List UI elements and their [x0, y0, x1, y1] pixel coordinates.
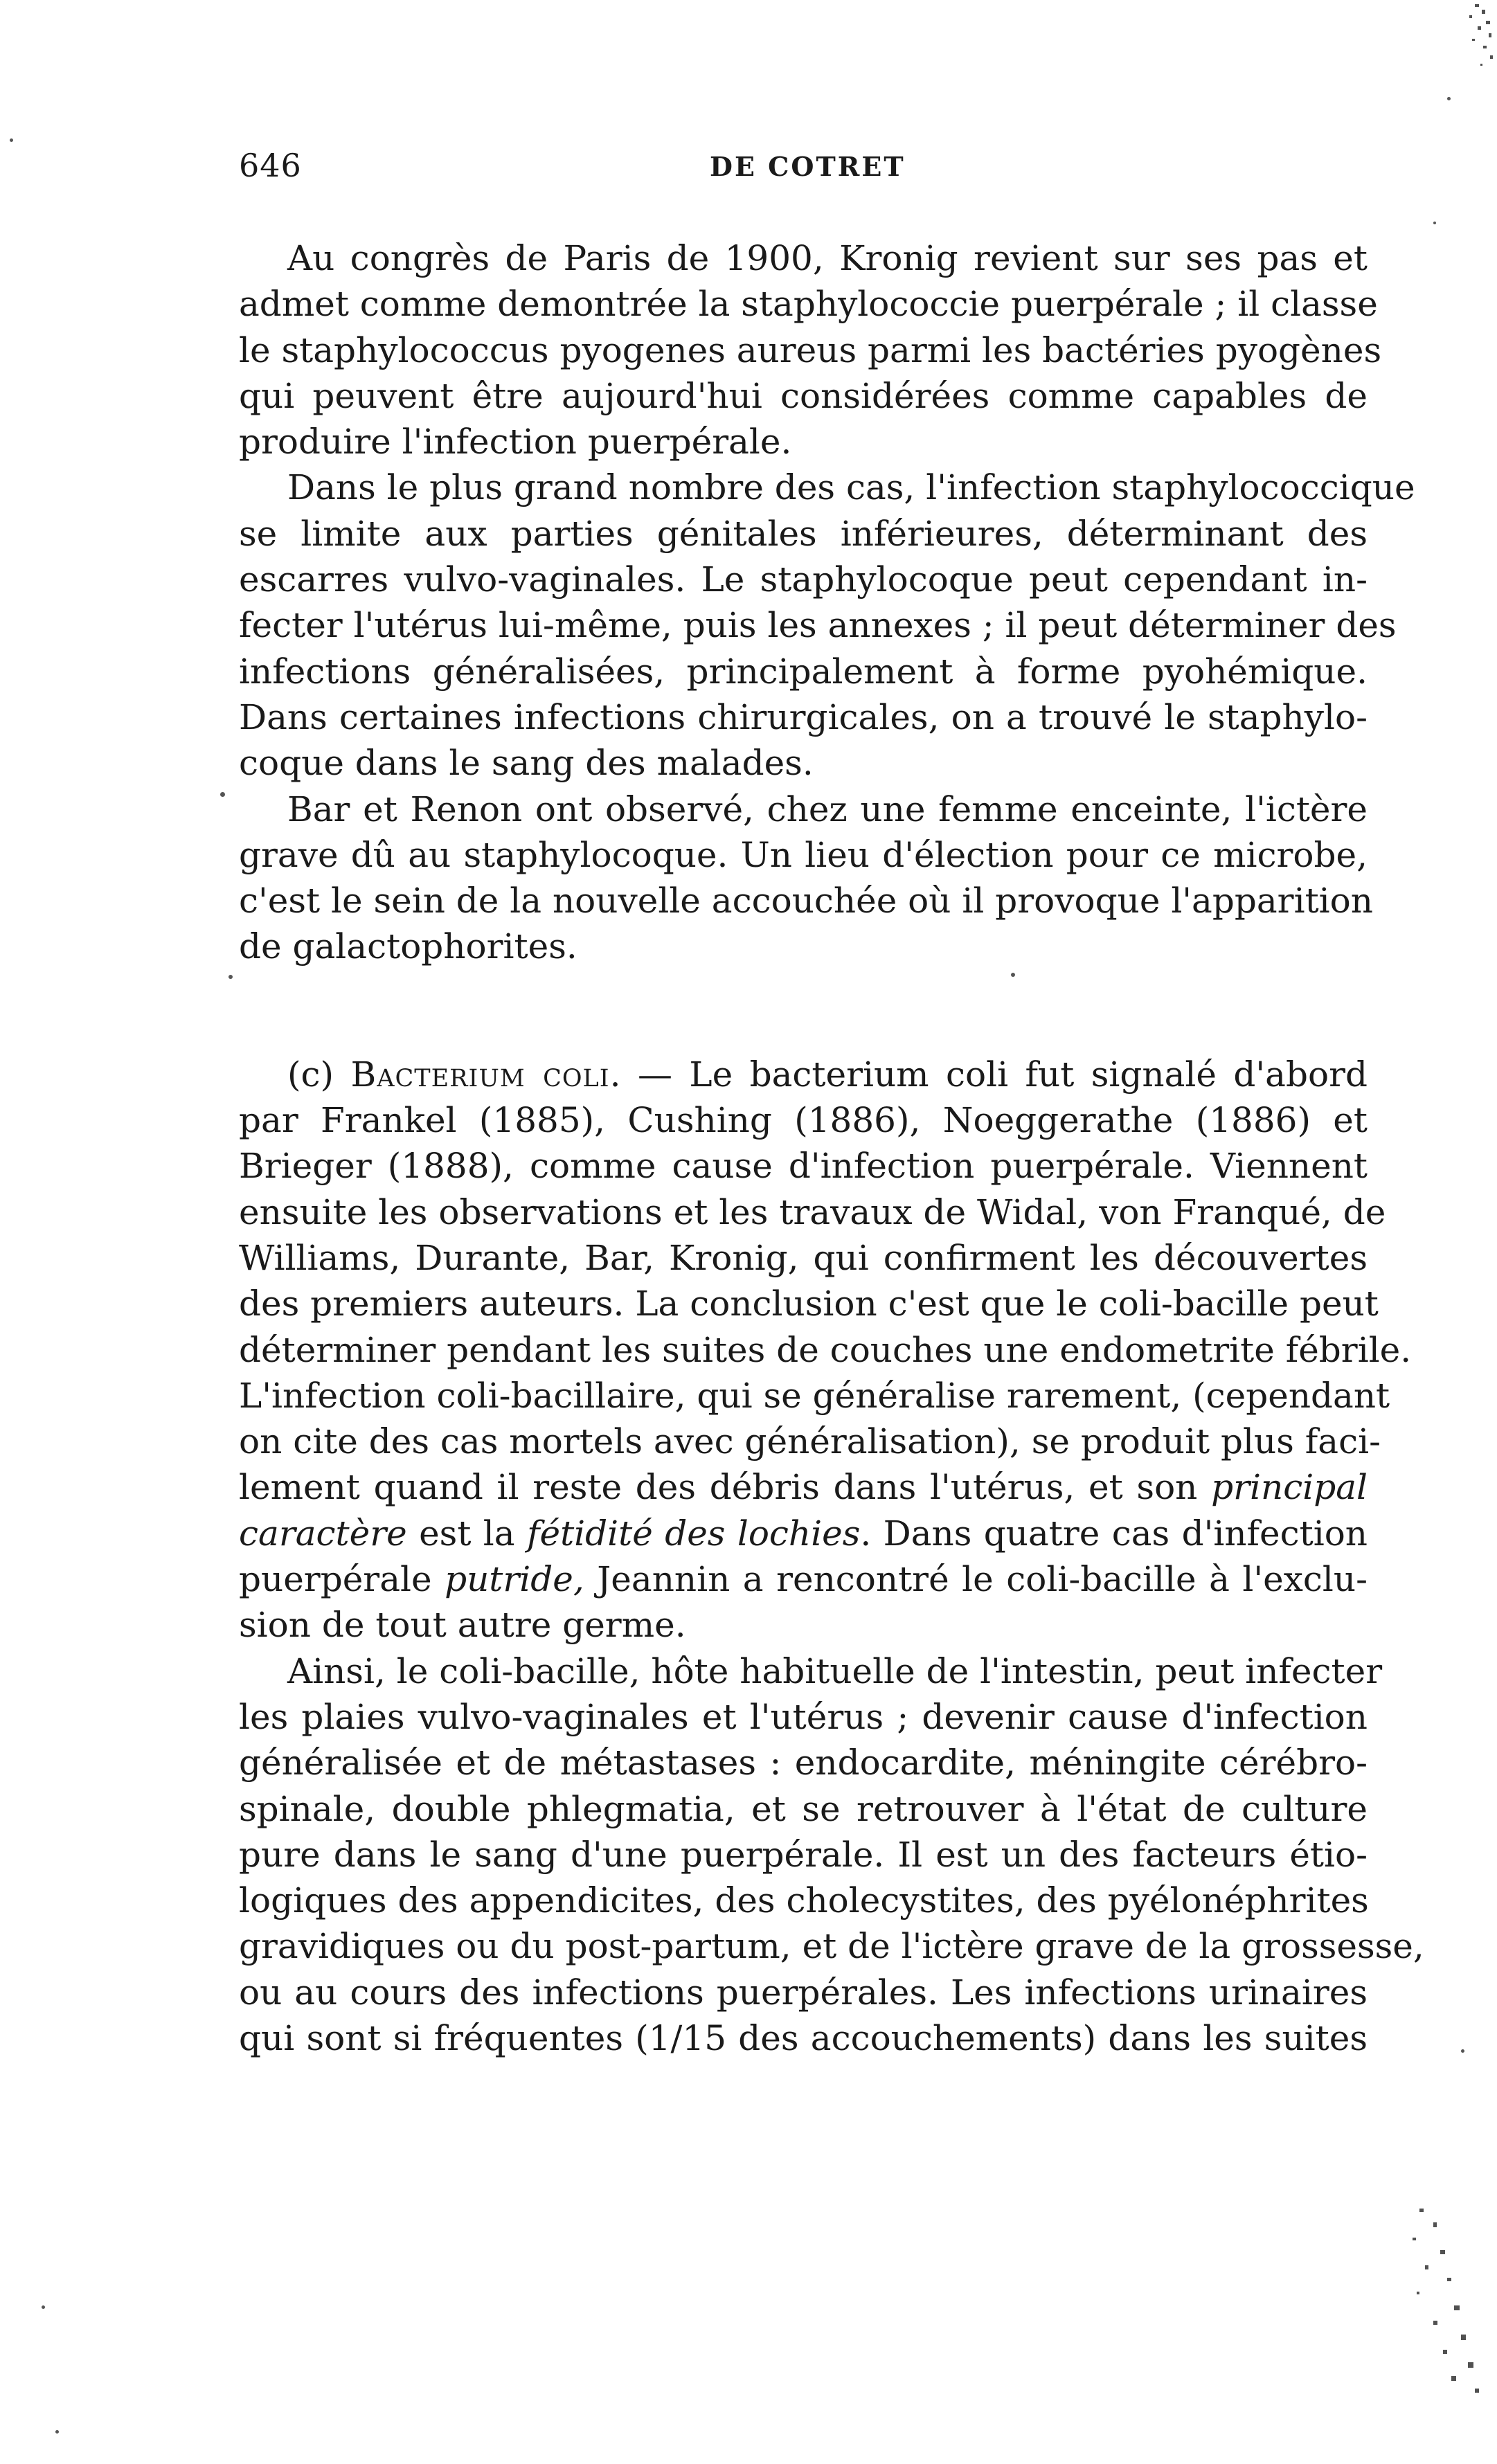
- scan-speck: [1433, 222, 1436, 224]
- text-line: c'est le sein de la nouvelle accouchée où il provoque l'apparition: [239, 881, 1373, 921]
- text-line: spinale, double phlegmatia, et se retrouver à l'état de culture: [239, 1788, 1368, 1829]
- text-line: Au congrès de Paris de 1900, Kronig revient sur ses pas et: [287, 238, 1368, 278]
- scan-speck: [220, 792, 225, 797]
- text-line: généralisée et de métastases : endocardite, méningite cérébro-: [239, 1743, 1368, 1783]
- scan-speck: [55, 2430, 59, 2434]
- text-line: coque dans le sang des malades.: [239, 743, 814, 784]
- running-title: DE COTRET: [710, 151, 906, 182]
- text-line: infections généralisées, principalement à forme pyohémique.: [239, 651, 1368, 692]
- text-line: grave dû au staphylocoque. Un lieu d'élection pour ce microbe,: [239, 834, 1368, 875]
- scan-speck: [10, 138, 13, 142]
- section-heading: Bacterium coli: [350, 1054, 610, 1095]
- text-line: admet comme demontrée la staphylococcie puerpérale ; il classe: [239, 284, 1378, 325]
- text-line: les plaies vulvo-vaginales et l'utérus ; devenir cause d'infection: [239, 1696, 1368, 1737]
- text-line: de galactophorites.: [239, 926, 577, 967]
- text-line: ou au cours des infections puerpérales. Les infections urinaires: [239, 1972, 1368, 2013]
- page-number: 646: [239, 147, 302, 184]
- scan-speck: [42, 2305, 45, 2309]
- text-line: pure dans le sang d'une puerpérale. Il est un des facteurs étio-: [239, 1834, 1368, 1875]
- text-line: Ainsi, le coli-bacille, hôte habituelle de l'intestin, peut infecter: [287, 1651, 1383, 1691]
- text-line: Bar et Renon ont observé, chez une femme enceinte, l'ictère: [287, 789, 1368, 829]
- text-line: L'infection coli-bacillaire, qui se généralise rarement, (cependant: [239, 1375, 1390, 1416]
- scan-speck: [1011, 973, 1015, 977]
- text-line: qui sont si fréquentes (1/15 des accouchements) dans les suites: [239, 2017, 1368, 2058]
- scan-edge-noise: [1371, 0, 1497, 83]
- text-line: ensuite les observations et les travaux de Widal, von Franqué, de: [239, 1191, 1386, 1232]
- body-text: [239, 235, 1424, 2061]
- text-line: Dans certaines infections chirurgicales, on a trouvé le staphylo-: [239, 696, 1368, 737]
- text-line: le staphylococcus pyogenes aureus parmi les bactéries pyogènes: [239, 330, 1382, 370]
- text-line: Brieger (1888), comme cause d'infection puerpérale. Viennent: [239, 1146, 1368, 1187]
- scan-speck: [1461, 2049, 1464, 2053]
- text-line: logiques des appendicites, des cholecystites, des pyélonéphrites: [239, 1880, 1369, 1921]
- page-header: [239, 147, 1374, 195]
- text-line: Williams, Durante, Bar, Kronig, qui confirment les découvertes: [239, 1237, 1368, 1278]
- text-line: se limite aux parties génitales inférieures, déterminant des: [239, 513, 1368, 554]
- text-line-mixed: lement quand il reste des débris dans l'utérus, et son principal: [239, 1467, 1368, 1508]
- scan-edge-noise: [1392, 2202, 1497, 2409]
- text-line: produire l'infection puerpérale.: [239, 422, 792, 462]
- text-line: gravidiques ou du post-partum, et de l'ictère grave de la grossesse,: [239, 1926, 1424, 1967]
- italic-text: caractère: [239, 1513, 407, 1554]
- text-line: fecter l'utérus lui-même, puis les annexes ; il peut déterminer des: [239, 605, 1397, 646]
- section-heading-line: (c) Bacterium coli. — Le bacterium coli fut signalé d'abord: [287, 1054, 1368, 1095]
- text-line: escarres vulvo-vaginales. Le staphylocoque peut cependant in-: [239, 559, 1368, 600]
- text-line: Dans le plus grand nombre des cas, l'infection staphylococcique: [287, 467, 1415, 508]
- italic-text: fétidité des lochies: [526, 1513, 861, 1554]
- text-line: qui peuvent être aujourd'hui considérées comme capables de: [239, 375, 1368, 416]
- text-line: par Frankel (1885), Cushing (1886), Noeggerathe (1886) et: [239, 1100, 1368, 1141]
- text-line-mixed: caractère est la fétidité des lochies. Dans quatre cas d'infection: [239, 1513, 1368, 1554]
- section-gap: [239, 970, 1368, 1052]
- text-line: sion de tout autre germe.: [239, 1605, 686, 1646]
- scan-speck: [228, 975, 233, 979]
- scan-speck: [1447, 97, 1451, 100]
- text-line: des premiers auteurs. La conclusion c'est que le coli-bacille peut: [239, 1284, 1379, 1324]
- text-line: déterminer pendant les suites de couches une endometrite fébrile.: [239, 1329, 1412, 1370]
- italic-text: principal: [1211, 1467, 1368, 1508]
- text-line: on cite des cas mortels avec généralisation), se produit plus faci-: [239, 1421, 1381, 1462]
- text-line-mixed: puerpérale putride, Jeannin a rencontré le coli-bacille à l'exclu-: [239, 1559, 1368, 1600]
- italic-text: putride,: [445, 1559, 584, 1600]
